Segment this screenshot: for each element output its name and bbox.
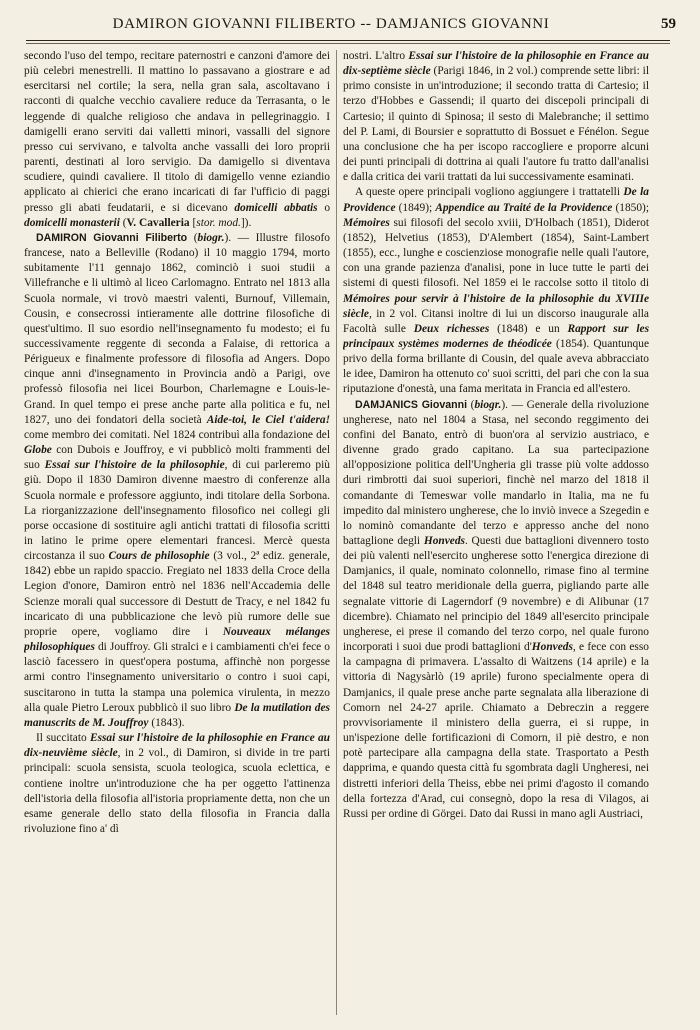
- right-column: [343, 49, 649, 1019]
- entry-damiron: [24, 231, 330, 731]
- italic-title: Essai sur l'histoire de la philosophie en France au dix-neuvième siècle: [24, 732, 330, 760]
- page-number: 59: [661, 16, 676, 32]
- italic-title: Essai sur l'histoire de la philosophie en France au dix-septième siècle: [343, 50, 649, 78]
- text-run: [: [189, 216, 197, 229]
- entry-damjanics: [343, 398, 649, 822]
- text-run: (1849);: [395, 201, 436, 214]
- italic-title: De la Providence: [343, 186, 649, 214]
- italic-title: Essai sur l'histoire de la philosophie: [44, 459, 225, 472]
- text-run: , e fece con esso la campagna di primavera. L'assalto di Waitzens (14 aprile) e la vittoria di Nagysàrlò (19 aprile) furono specialmente opera di Damjanics, il quale prese anche parte segnalata alla liberazione di Comorn nel 24-27 aprile. Chiamato a Debreczin a reggere provvisoriamente il ministero della guerra, ei si ruppe, in un'ispezione delle fortificazioni di Comorn, il piè destro, e non potè partecipare alla campagna della state. Trasportato a Pesth dapprima, e quando questa città fu sgombrata dagli Ungheresi, nei distretti inferiori della Theiss, ebbe nei primi d'agosto il comando della fortezza d'Arad, cui consegnò, dopo la resa di Vilagos, ai Russi per ordine di Görgei. Dato dai Russi in mano agli Austriaci,: [343, 641, 649, 820]
- text-run: , in 2 vol., di Damiron, si divide in tre parti principali: scuola sensista, scuola teologica, scuola eclettica, e contiene inoltre un'introduzione che ha per oggetto l'attinenza dell'istoria della filosofia all'istoria propriamente detta, non che un esame generale dello stato della filosofia in Francia dalla rivoluzione fino a' dì: [24, 747, 330, 835]
- text-run: (: [467, 398, 475, 411]
- entry-headword: DAMIRON Giovanni Filiberto: [36, 231, 188, 244]
- text-run: . Questi due battaglioni divennero tosto dei più valenti nell'esercito ungherese sotto l'energica direzione di Damjanics, il quale, nominato colonnello, rimase fino al termine del 1848 sul teatro meridionale della guerra, pigliando parte alle segnalate vittorie di Lagerndorf (9 novembre) e di Alibunar (17 dicembre). Chiamato nel principio del 1849 all'esercito principale ungherese, ei prese il comando del terzo corpo, nel quale furono incorporati i suoi due prodi battaglioni d': [343, 535, 649, 654]
- italic-title: Appendice au Traité de la Providence: [435, 201, 613, 214]
- italic-title: Deux richesses: [413, 322, 490, 335]
- text-run: (1848) e un: [489, 322, 568, 335]
- entry-headword: DAMJANICS Giovanni: [355, 398, 468, 411]
- italic-title: De la mutilation des manuscrits de M. Jouffroy: [24, 701, 330, 729]
- cross-reference: V. Cavalleria: [126, 216, 190, 229]
- text-run: ]).: [240, 216, 252, 229]
- text-run: (3 vol., 2ª ediz. generale, 1842) ebbe un rapido spaccio. Fregiato nel 1833 della Croce della Legion d'onore, Damiron entrò nel 1836 nell'Accademia delle Scienze morali qual successore di Destutt de Tracy, e nel 1842 fu incaricato di una pubblicazione che levò più rumore delle sue proprie opere, vogliamo dire i: [24, 550, 330, 638]
- text-run: (: [119, 216, 127, 229]
- text-run: (Parigi 1846, in 2 vol.) comprende sette libri: il primo consiste in un'introduzione; il secondo tratta di Cartesio; il terzo d'Hobbes e Gassendi; il quarto dei discepoli principali di Cartesio; il quinto di Spinosa; il sesto di Malebranche; il settimo del P. Lami, di Boursier e soprattutto di Bossuet e Fénélon. Segue una conclusione che ha per iscopo raccogliere e proporre alcuni dei punti principali di dottrina ai quali l'autore fu tratto dall'analisi e dalla critica dei varii trattati da lui successivamente esaminati.: [343, 65, 649, 184]
- running-header: [26, 14, 676, 38]
- header-rule: [26, 40, 670, 41]
- paragraph-other-works: [343, 185, 649, 397]
- entry-category: biogr.: [474, 398, 502, 411]
- text-run: ). — Generale della rivoluzione ungherese, nato nel 1804 a Stasa, nel secondo reggimento dei confini del Banato, entrò di buon'ora al servizio austriaco, e divenne grado grado capitano. La sua partecipazione all'opposizione politica dell'Ungheria gli trasse più volte addosso duri rimbrotti dai suoi superiori, finchè nel marzo del 1818 il comandante di Temeswar volle mandarlo in Italia, ma ne fu impedito dal ministero ungherese, che lo inviò invece a Szegedin e lo nominò comandante del terzo e appresso anche del nono battaglione degli: [343, 398, 649, 547]
- text-run: (1843).: [148, 716, 185, 729]
- italic-term: domicelli abbatis: [234, 201, 318, 214]
- text-run: ). — Illustre filosofo francese, nato a Belleville (Rodano) il 10 maggio 1794, morto subitamente l'11 gennajo 1862, cominciò i suoi studii a Villefranche e li ultimò al liceo Carlomagno. Entrato nel 1813 alla Scuola normale, vi trovò maestri valenti, Burnouf, Villemain, Cousin, e consecrossi intieramente alle dottrine filosofiche di quest'ultimo. Il suo esordio nell'insegnamento fu modesto; ei fu successivamente reggente di seconda a Falaise, di rettorica a Périgueux e finalmente professore di filosofia ad Angers. Dopo cinque anni d'insegnamento in Provincia andò a Parigi, ove professò filosofia nei licei Bourbon, Charlemagne e Louis-le-Grand. In quel tempo ei prese anche parte alla politica e fu, nel 1827, uno dei fondatori della società: [24, 231, 330, 426]
- text-run: Il succitato: [36, 732, 90, 745]
- header-title: DAMIRON GIOVANNI FILIBERTO -- DAMJANICS GIOVANNI: [112, 16, 550, 32]
- italic-title: Globe: [24, 444, 52, 457]
- paragraph-essai-summary: [24, 731, 330, 837]
- italic-title: Rapport sur les principaux systèmes modernes de théodicée: [343, 322, 649, 350]
- text-run: (1850);: [612, 201, 649, 214]
- text-run: di Jouffroy. Gli stralci e i cambiamenti ch'ei fece o lasciò facessero in quest'opera postuma, affinchè non porgesse armi contro l'insegnamento universitario o contro i suoi capi, suscitarono in tutta la stampa una polemica virulenta, in mezzo alla quale Pietro Leroux pubblicò il suo libro: [24, 641, 330, 714]
- italic-title: Nouveaux mélanges philosophiques: [24, 625, 330, 654]
- italic-term: Honveds: [423, 535, 465, 547]
- text-run: A queste opere principali vogliono aggiungere i trattatelli: [355, 186, 624, 199]
- text-run: con Dubois e Jouffroy, e vi pubblicò molti frammenti del suo: [24, 444, 330, 472]
- left-column: [24, 49, 330, 1019]
- italic-title: Mémoires pour servir à l'histoire de la philosophie du XVIIIe siècle: [343, 292, 649, 320]
- text-run: nostri. L'altro: [343, 50, 409, 62]
- text-run: secondo l'uso del tempo, recitare paternostri e canzoni d'amore dei più celebri menestrelli. Il mattino lo passavano a giostrare e ad esercitarsi nel cortile; la sera, nella gran sala, ascoltavano i racconti di qualche vecchio cavaliere reduce da Terrasanta, o le leggende di qualche religioso che andava in pellegrinaggio. I damigelli erano serviti dai valletti minori, vassalli del signore presso cui servivano, e talvolta anche vassalli dei loro proprii parenti, destinati al loro servigio. Da damigello si diventava scudiere, quindi cavaliere. Il titolo di damigello venne eziandio applicato ai chierici che erano incaricati di far l'ufficio di paggi presso gli abati feudatarii, e si dicevano: [24, 50, 330, 214]
- italic-term: domicelli monasterii: [24, 216, 120, 229]
- text-run: come membro dei comitati. Nel 1824 contribuì alla fondazione del: [24, 428, 330, 441]
- text-run: sui filosofi del secolo xviii, D'Holbach (1851), Diderot (1852), Helvetius (1853), D'Alembert (1854), Saint-Lambert (1855), ecc., lunghe e coscienziose monografie nelle quali l'autore, con una grande pazienza d'analisi, pone in luce tutte le parti dei sistemi di questi filosofi. Nel 1859 ei le raccolse sotto il titolo di: [343, 216, 649, 290]
- italic-term: stor. mod.: [196, 216, 241, 229]
- text-run: (1854). Quantunque privo della forma brillante di Cousin, del quale aveva abbracciato le idee, Damiron ha ottenuto co' suoi scritti, del pari che con la sua riputazione d'onestà, una fama meritata in Francia ed all'estero.: [343, 337, 649, 396]
- italic-term: Honveds: [531, 641, 573, 654]
- text-run: (: [187, 231, 198, 244]
- italic-title: Mémoires: [343, 216, 390, 229]
- italic-title: Cours de philosophie: [108, 550, 210, 563]
- header-rule-thin: [26, 43, 670, 44]
- paragraph-damigello-continuation: [24, 49, 330, 231]
- paragraph-essai-xvii: [343, 49, 649, 185]
- entry-category: biogr.: [197, 231, 225, 244]
- text-run: , in 2 vol. Citansi inoltre di lui un discorso inaugurale alla Facoltà sulle: [343, 307, 649, 335]
- text-run: o: [317, 201, 330, 214]
- italic-title: Aide-toi, le Ciel t'aidera!: [206, 413, 330, 426]
- column-divider: [336, 50, 337, 1015]
- text-run: , di cui parleremo più giù. Dopo il 1830 Damiron divenne maestro di conferenze alla Scuola normale e professore aggiunto, indi titolare della Sorbona. La riorganizzazione dell'insegnamento filosofico nei collegi gli porse occasione di sostituire agli antichi trattati di filosofia scritti in latino le prime opere elementari francesi. Mercè questa circostanza il suo: [24, 459, 330, 563]
